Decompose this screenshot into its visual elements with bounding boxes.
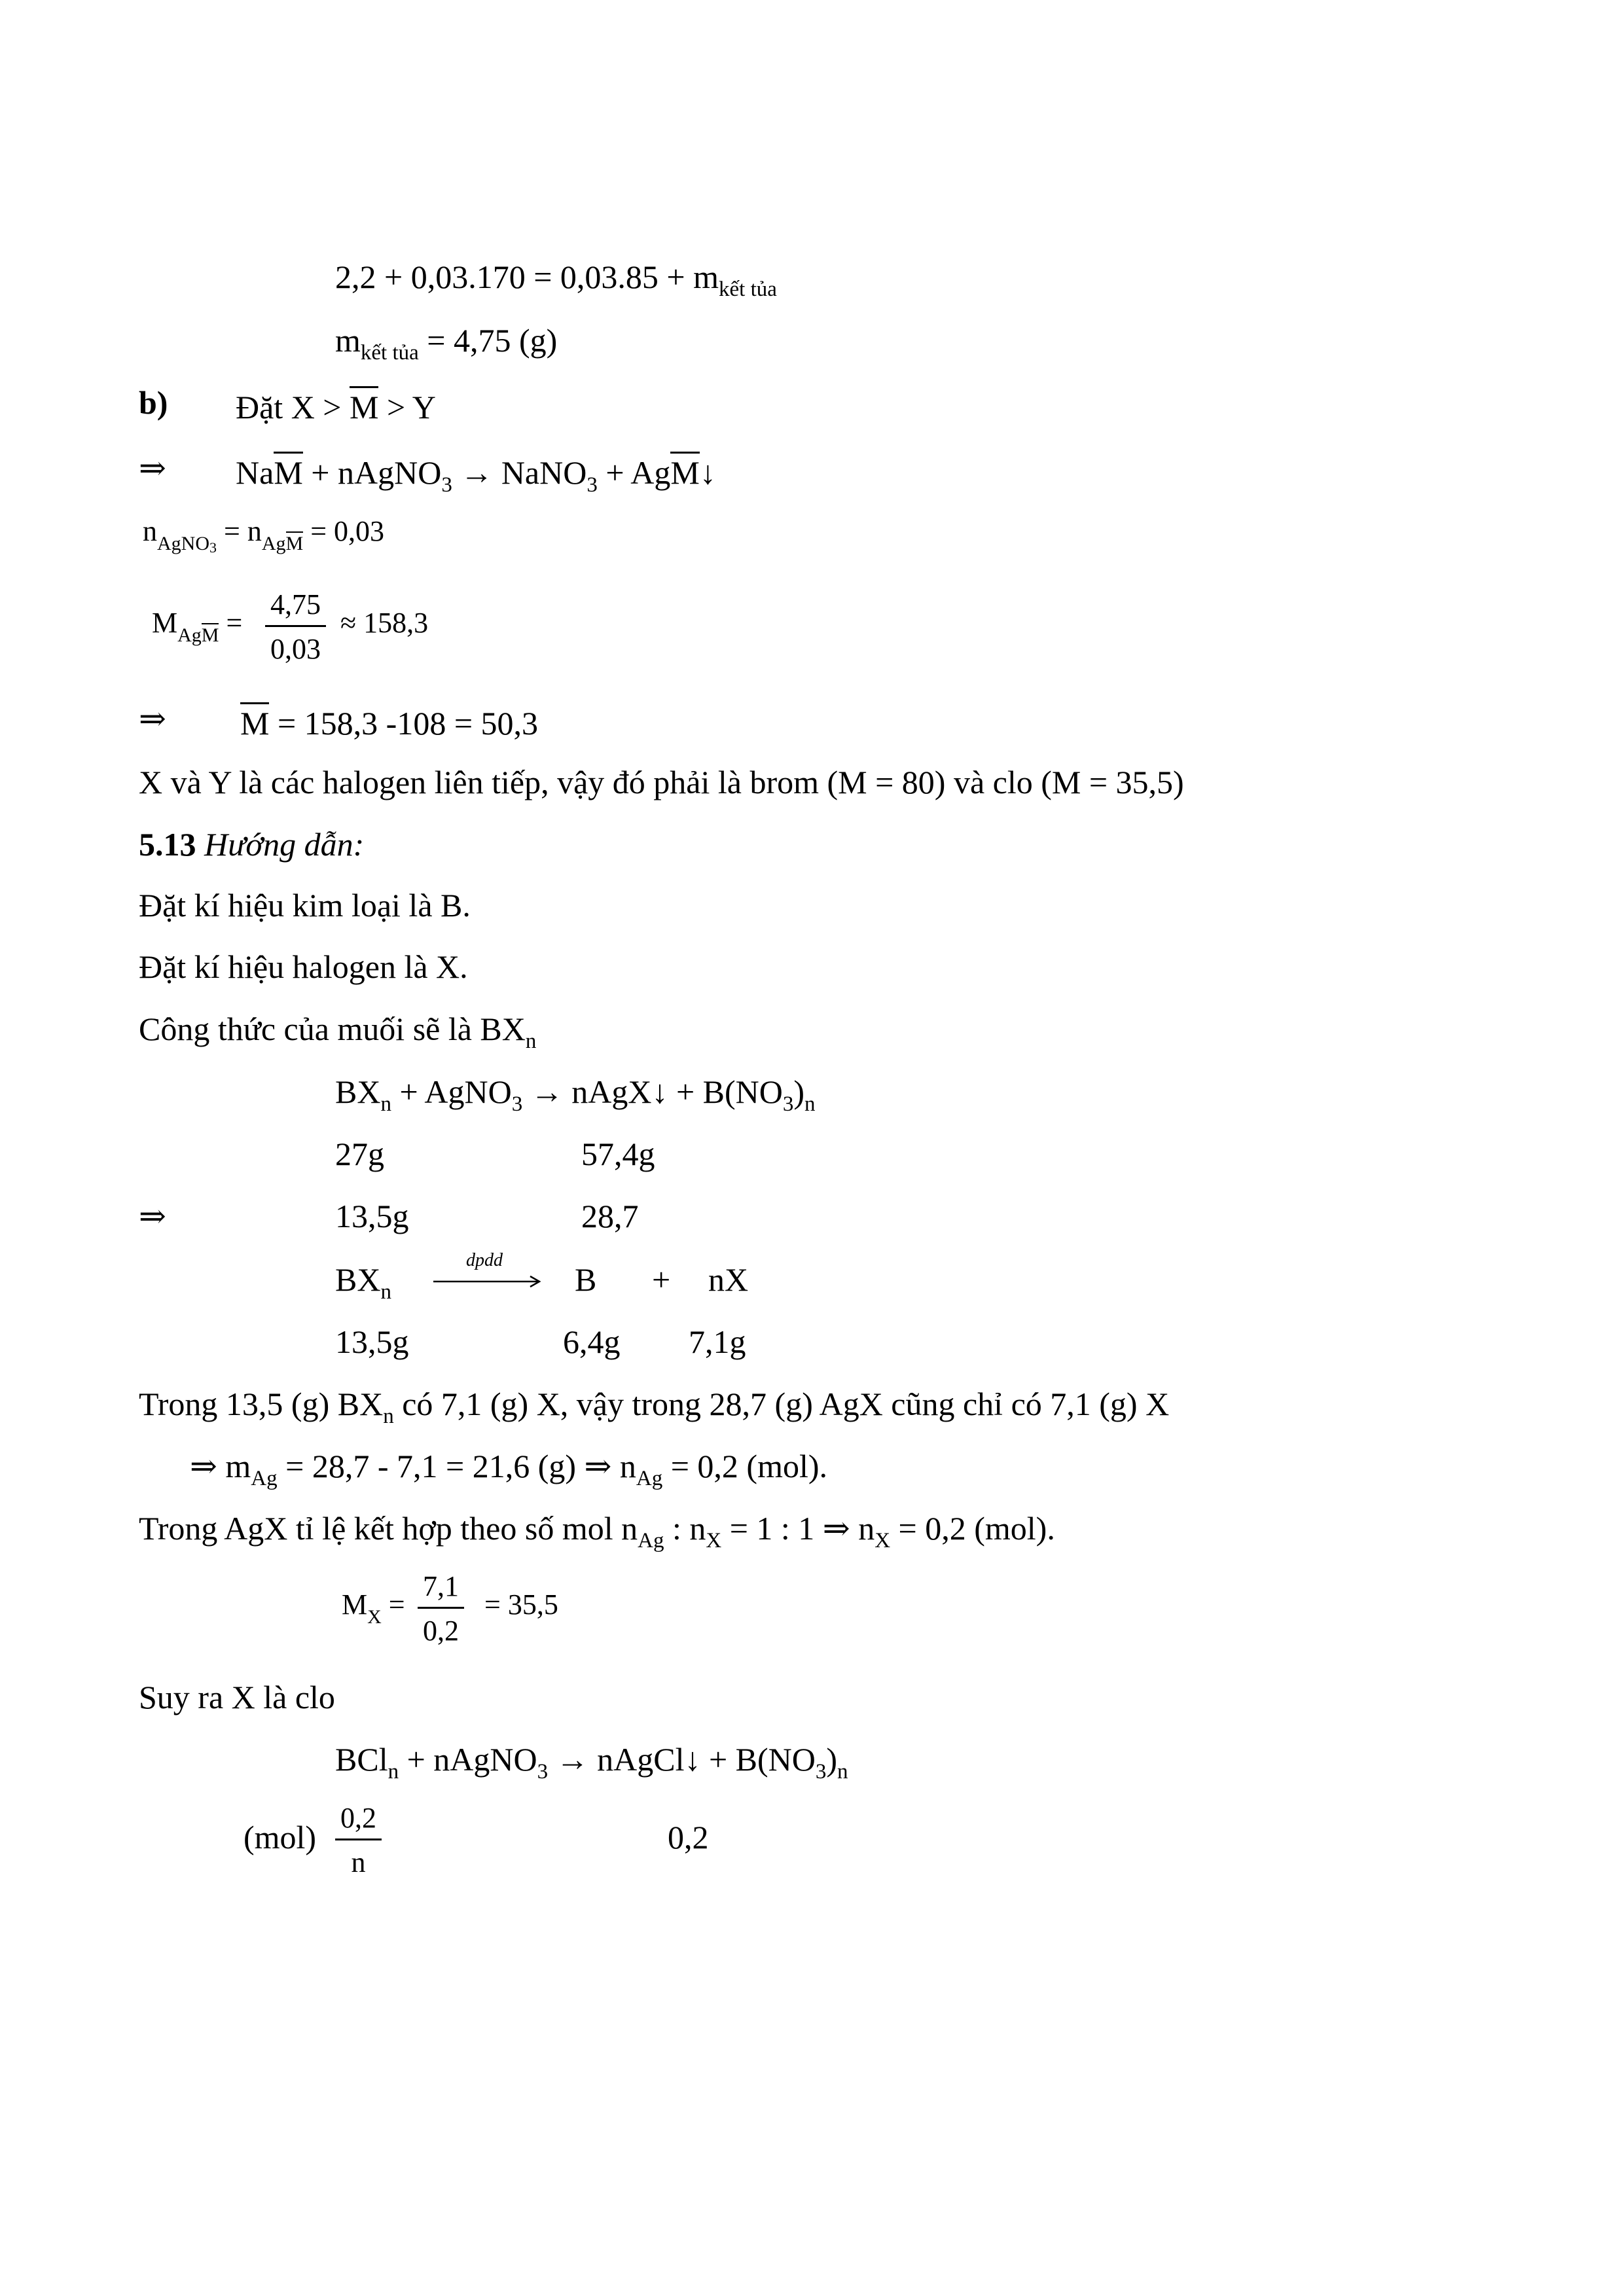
- text: Đặt kí hiệu halogen là X.: [139, 948, 468, 985]
- text: nX: [708, 1261, 749, 1298]
- result-value: [484, 1590, 558, 1619]
- sub: Ag: [636, 1467, 663, 1490]
- electrolysis-reactant: [335, 1263, 391, 1303]
- denominator: 0,03: [270, 633, 321, 665]
- reaction-bcln: [335, 1743, 848, 1783]
- numerator: 0,2: [335, 1801, 382, 1840]
- text: 13,5g: [335, 1323, 409, 1360]
- text: X và Y là các halogen liên tiếp, vậy đó phải là brom (M = 80) và clo (M = 35,5): [139, 764, 1184, 800]
- text: (mol): [244, 1819, 317, 1856]
- text: = 0,03: [303, 515, 385, 547]
- reaction-bxn: [335, 1075, 816, 1115]
- text: = 28,7 - 7,1 = 21,6 (g) ⇒ n: [277, 1448, 636, 1484]
- text: ): [826, 1741, 838, 1778]
- text: = 1 : 1 ⇒ n: [721, 1510, 875, 1547]
- molar-mass-x: [342, 1590, 405, 1627]
- denominator: 0,2: [423, 1615, 459, 1647]
- eq-text: 2,2 + 0,03.170 = 0,03.85 + m: [335, 259, 719, 295]
- down-arrow: ↓: [699, 454, 716, 491]
- sub: 3: [586, 473, 598, 497]
- section-label: Hướng dẫn:: [204, 826, 365, 863]
- sub: Ag: [261, 533, 286, 554]
- text: ≈ 158,3: [340, 607, 429, 639]
- text: 0,2: [668, 1819, 709, 1856]
- sub: n: [525, 1030, 537, 1053]
- text: : n: [664, 1510, 706, 1547]
- sub: 3: [511, 1092, 523, 1116]
- arrow-label: dpdd: [466, 1250, 503, 1270]
- m-bar: M: [240, 702, 269, 740]
- text: + nAgNO: [399, 1741, 537, 1778]
- electrolysis-product-b: [575, 1263, 596, 1296]
- text: > Y: [378, 389, 436, 425]
- mass-row-1b: [581, 1138, 655, 1170]
- m-value: = 4,75 (g): [418, 322, 558, 359]
- fraction-71-02: [418, 1570, 464, 1647]
- electrolysis-arrow: [433, 1275, 545, 1288]
- text: + Ag: [597, 454, 671, 491]
- numerator: 4,75: [265, 588, 326, 627]
- sub: n: [380, 1280, 391, 1304]
- sub: n: [383, 1405, 394, 1428]
- text: BX: [335, 1073, 381, 1110]
- m-symbol: m: [335, 322, 361, 359]
- text: n: [143, 515, 157, 547]
- silver-mass-line: [190, 1450, 827, 1490]
- sub: 3: [537, 1760, 549, 1784]
- text: BCl: [335, 1741, 388, 1778]
- text-line: [139, 950, 468, 983]
- electrolysis-mass-b: [563, 1325, 621, 1358]
- sub: 3: [782, 1092, 794, 1116]
- mean-mass-text: [240, 702, 538, 740]
- sub: X: [706, 1529, 722, 1552]
- text: Na: [236, 454, 274, 491]
- implies-symbol: [139, 1200, 166, 1232]
- sub: 3: [815, 1760, 827, 1784]
- sub: X: [367, 1606, 382, 1628]
- reaction-nam: [139, 450, 716, 497]
- part-b-label: b): [139, 384, 168, 421]
- text: có 7,1 (g) X, vậy trong 28,7 (g) AgX cũng chỉ có 7,1 (g) X: [393, 1386, 1170, 1422]
- ratio-line: [139, 1512, 1055, 1552]
- m-bar: M: [201, 624, 219, 646]
- text-line: [139, 1388, 1169, 1427]
- implies-symbol: ⇒: [139, 1198, 166, 1234]
- text: BX: [335, 1261, 381, 1298]
- mass-row-2b: [581, 1200, 639, 1232]
- sub: n: [380, 1092, 391, 1116]
- text: Trong 13,5 (g) BX: [139, 1386, 384, 1422]
- text: 57,4g: [581, 1136, 655, 1172]
- fraction-475-003: [265, 588, 326, 666]
- text: Công thức của muối sẽ là BX: [139, 1011, 526, 1047]
- reaction-text: [236, 452, 716, 496]
- text: 6,4g: [563, 1323, 621, 1360]
- text-line: [139, 889, 471, 922]
- text: Trong AgX tỉ lệ kết hợp theo số mol n: [139, 1510, 638, 1547]
- text: = 35,5: [484, 1588, 558, 1621]
- text: 27g: [335, 1136, 384, 1172]
- m-bar: M: [670, 452, 699, 489]
- text: = 0,2 (mol).: [662, 1448, 828, 1484]
- sub: X: [875, 1529, 891, 1552]
- sub: Ag: [638, 1529, 664, 1552]
- part-b-line: [139, 384, 436, 425]
- m-bar: M: [285, 533, 304, 554]
- text: M: [342, 1588, 368, 1621]
- numerator: 7,1: [418, 1570, 464, 1609]
- text: nAgCl↓ + B(NO: [597, 1741, 816, 1778]
- arrow: →: [522, 1073, 572, 1110]
- text: 28,7: [581, 1198, 639, 1234]
- text: = 158,3 -108 = 50,3: [269, 705, 539, 742]
- text: NaNO: [501, 454, 587, 491]
- text: = n: [217, 515, 262, 547]
- text: B: [575, 1261, 597, 1298]
- sub: 3: [441, 473, 452, 497]
- section-number: 5.13: [139, 826, 196, 863]
- sub: 3: [209, 539, 217, 556]
- approx-value: [340, 609, 428, 637]
- mole-equality: [143, 517, 384, 555]
- text: ): [793, 1073, 805, 1110]
- text: Suy ra X là clo: [139, 1679, 335, 1715]
- text: + nAgNO: [302, 454, 442, 491]
- molar-mass-agm: [152, 609, 242, 645]
- arrow: →: [452, 454, 501, 491]
- equation-precipitate-mass: [335, 324, 557, 364]
- electrolysis-mass-c: [689, 1325, 746, 1358]
- implies-symbol: ⇒: [139, 450, 166, 486]
- text: =: [219, 607, 243, 639]
- electrolysis-arrow-label: [466, 1251, 503, 1270]
- text: = 0,2 (mol).: [890, 1510, 1055, 1547]
- part-b-statement: [236, 386, 436, 423]
- arrow: →: [548, 1741, 598, 1778]
- eq-sub: kết tủa: [719, 278, 777, 301]
- text: M: [152, 607, 178, 639]
- mass-row-1: [335, 1138, 384, 1170]
- electrolysis-product-x: [708, 1263, 748, 1296]
- sub: n: [804, 1092, 816, 1116]
- mol-label: [244, 1821, 316, 1854]
- text: ⇒ m: [190, 1448, 251, 1484]
- text: Đặt X >: [236, 389, 350, 425]
- sub: Ag: [251, 1467, 278, 1490]
- electrolysis-plus: [652, 1263, 670, 1296]
- text: 13,5g: [335, 1198, 409, 1234]
- mass-row-2: [335, 1200, 409, 1232]
- text-line: [139, 1681, 335, 1713]
- equation-mass-balance: [335, 260, 777, 300]
- denominator: n: [351, 1846, 366, 1878]
- text: nAgX↓ + B(NO: [571, 1073, 783, 1110]
- text: Đặt kí hiệu kim loại là B.: [139, 887, 471, 924]
- text-line: [139, 1013, 536, 1052]
- m-bar: M: [350, 386, 378, 423]
- fraction-02-n: [335, 1801, 382, 1879]
- m-bar: M: [274, 452, 302, 489]
- electrolysis-mass-a: [335, 1325, 409, 1358]
- implies-symbol: ⇒: [139, 700, 166, 737]
- sub: n: [388, 1760, 399, 1784]
- conclusion-halogens: [139, 766, 1184, 798]
- mean-mass-line: [139, 700, 539, 742]
- mol-value: [668, 1821, 709, 1854]
- sub: Ag: [177, 624, 202, 646]
- text: =: [381, 1588, 405, 1621]
- text: + AgNO: [391, 1073, 512, 1110]
- sub: n: [837, 1760, 848, 1784]
- text: +: [652, 1261, 671, 1298]
- sub: AgNO: [157, 533, 209, 554]
- text: 7,1g: [689, 1323, 746, 1360]
- m-sub: kết tủa: [360, 341, 419, 365]
- section-5-13: [139, 828, 364, 861]
